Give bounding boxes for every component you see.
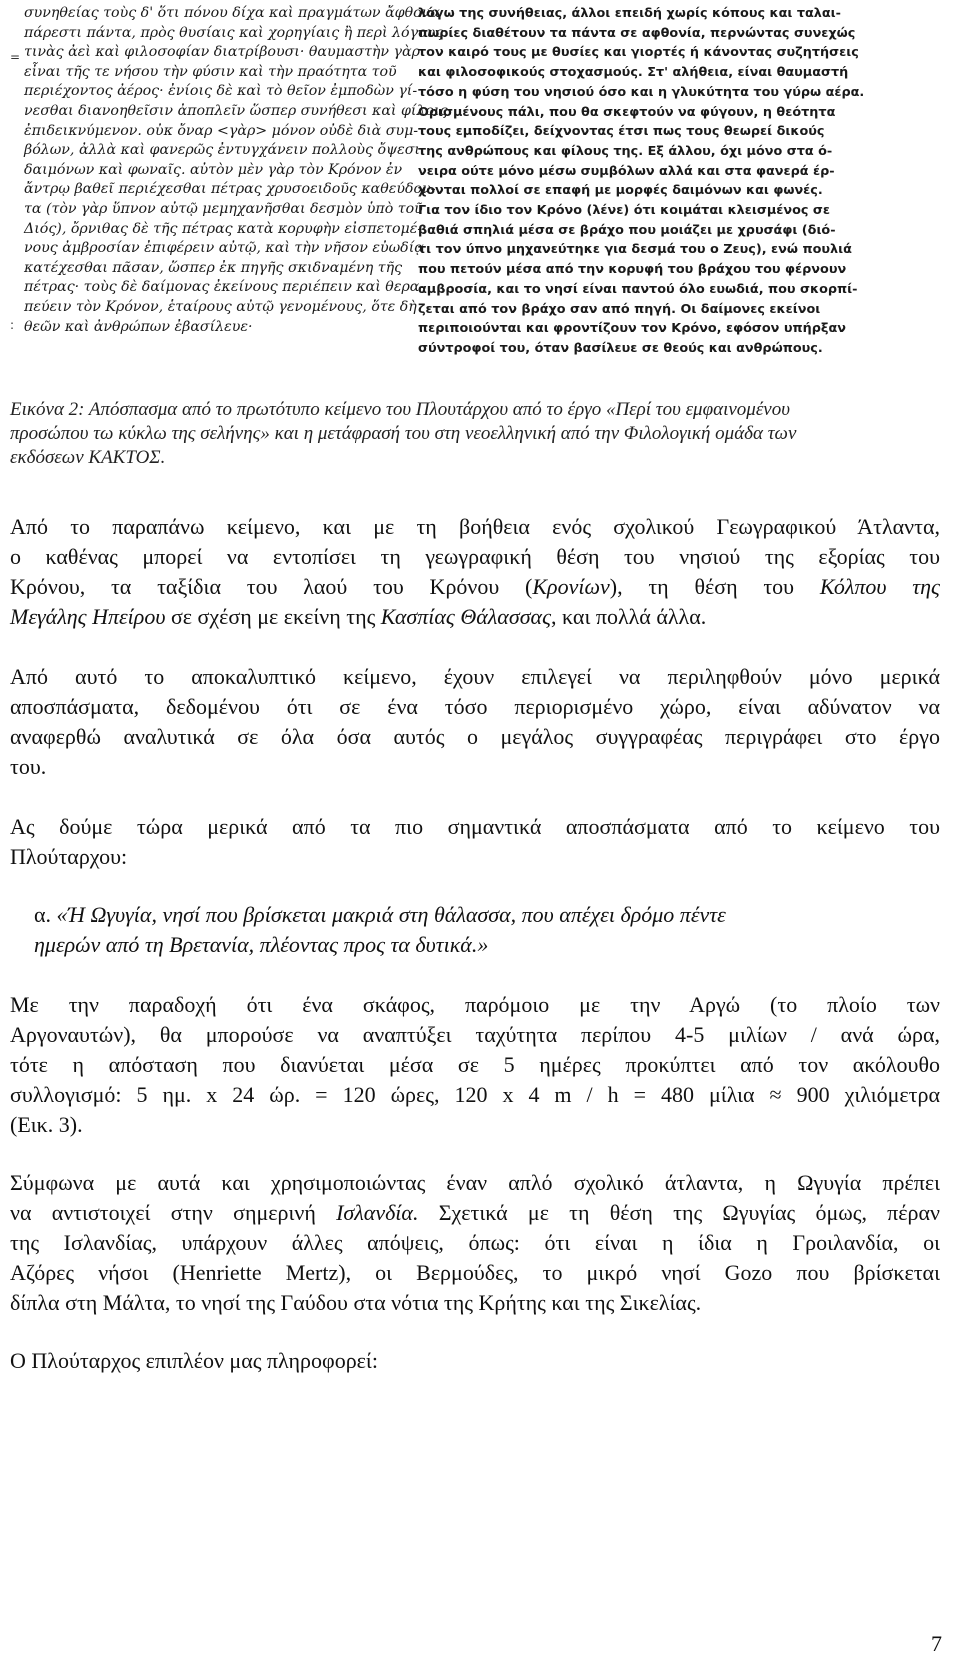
paragraph-line: Κρόνου, τα ταξίδια του λαού του Κρόνου (Κρονίων), τη θέση του Κόλπου της bbox=[10, 574, 940, 599]
paragraph-line: Πλούταρχου: bbox=[10, 844, 128, 869]
scan-text-line: και φιλοσοφικούς στοχασμούς. Στ' αλήθεια, είναι θαυμαστή bbox=[418, 65, 849, 81]
scan-text-line: βόλων, ἀλλὰ καὶ φανερῶς ἐντυγχάνειν πολλοὺς ὄψεσι bbox=[24, 142, 420, 159]
kronioi-term: Κρονίων bbox=[532, 574, 610, 599]
paragraph-plutarch-informs bbox=[10, 1346, 940, 1376]
paragraph-line: συλλογισμό: 5 ημ. x 24 ώρ. = 120 ώρες, 120 x 4 m / h = 480 μίλια ≈ 900 χιλιόμετρα bbox=[10, 1082, 940, 1107]
caption-line: εκδόσεων ΚΑΚΤΟΣ. bbox=[10, 447, 166, 468]
ancient-greek-original-column bbox=[24, 4, 448, 337]
paragraph-excerpts bbox=[10, 662, 940, 782]
scan-text-line: εἶναι τῆς τε νήσου τὴν φύσιν καὶ τὴν πραότητα τοῦ bbox=[24, 63, 397, 80]
caption-line: Εικόνα 2: Απόσπασμα από το πρωτότυπο κείμενο του Πλουτάρχου από το έργο «Περί του εμφαινομένου bbox=[10, 399, 790, 420]
paragraph-intro-excerpts bbox=[10, 812, 940, 872]
paragraph-line: να αντιστοιχεί στην σημερινή Ισλανδία. Σχετικά με τη θέση της Ωγυγίας όμως, πέραν bbox=[10, 1200, 940, 1225]
scanned-excerpt-image bbox=[10, 0, 865, 372]
paragraph-line: Ας δούμε τώρα μερικά από τα πιο σημαντικά αποσπάσματα από το κείμενο του bbox=[10, 814, 940, 839]
scan-text-line: τινὰς ἀεὶ καὶ φιλοσοφίαν διατρίβουσι· θαυμαστὴν γὰρ bbox=[24, 44, 420, 61]
modern-greek-translation-column bbox=[418, 4, 865, 359]
caspian-term: Κασπίας Θάλασσας bbox=[380, 604, 552, 629]
scan-text-line: λόγω της συνήθειας, άλλοι επειδή χωρίς κόπους και ταλαι- bbox=[418, 6, 841, 21]
scan-text-line: αμβροσία, και το νησί είναι παντού όλο ευωδιά, που σκορπί- bbox=[418, 281, 858, 297]
caption-line: προσώπου τω κύκλω της σελήνης» και η μετάφρασή του στη νεοελληνική από την Φιλολογική ομάδα των bbox=[10, 423, 797, 444]
paragraph-line: αναφερθώ αναλυτικά σε όλα όσα αυτός ο μεγάλος συγγραφέας περιγράφει στο έργο bbox=[10, 724, 940, 749]
scan-text-line: πάρεστι πάντα, πρὸς θυσίαις καὶ χορηγίαις ἢ περὶ λόγους bbox=[24, 24, 444, 41]
paragraph-line: Μεγάλης Ηπείρου σε σχέση με εκείνη της Κασπίας Θάλασσας, και πολλά άλλα. bbox=[10, 604, 707, 629]
paragraph-line: ο καθένας μπορεί να εντοπίσει τη γεωγραφική θέση του νησιού της εξορίας του bbox=[10, 544, 940, 569]
paragraph-line: Σύμφωνα με αυτά και χρησιμοποιώντας έναν απλό σχολικό άτλαντα, η Ωγυγία πρέπει bbox=[10, 1170, 940, 1195]
quote-line: α. «Ή Ωγυγία, νησί που βρίσκεται μακριά στη θάλασσα, που απέχει δρόμο πέντε bbox=[34, 902, 726, 927]
paragraph-line: (Εικ. 3). bbox=[10, 1112, 83, 1137]
list-marker: α. bbox=[34, 902, 57, 927]
scan-text-line: νειρα ούτε μόνο μέσω συμβόλων αλλά και στα φανερά έρ- bbox=[418, 163, 835, 179]
scan-text-line: ἐπιδεικνύμενον. οὐκ ὄναρ <γὰρ> μόνον οὐδὲ διὰ συμ- bbox=[24, 122, 419, 139]
scan-text-line: Για τον ίδιο τον Κρόνο (λένε) ότι κοιμάται κλεισμένος σε bbox=[418, 203, 831, 219]
scan-text-line: ζεται από τον βράχο σαν από πηγή. Οι δαίμονες εκείνοι bbox=[418, 301, 821, 317]
scan-text-line: κατέχεσθαι πᾶσαν, ὥσπερ ἐκ πηγῆς σκιδναμένη τῆς bbox=[24, 259, 403, 276]
scan-text-line: τον καιρό τους με θυσίες και γιορτές ή κάνοντας συζητήσεις bbox=[418, 45, 859, 61]
paragraph-line: Αργοναυτών), θα μπορούσε να αναπτύξει ταχύτητα περίπου 4-5 μιλίων / ανά ώρα, bbox=[10, 1022, 940, 1047]
scan-text-line: πεύειν τὸν Κρόνον, ἑταίρους αὐτῷ γενομένους, ὅτε δὴ bbox=[24, 298, 417, 315]
paragraph-line: της Ισλανδίας, υπάρχουν άλλες απόψεις, όπως: ότι είναι η ίδια η Γροιλανδία, οι bbox=[10, 1230, 940, 1255]
paragraph-line: Αζόρες νήσοι (Henriette Mertz), οι Βερμούδες, το μικρό νησί Gozo που βρίσκεται bbox=[10, 1260, 940, 1285]
iceland-term: Ισλανδία. bbox=[336, 1200, 419, 1225]
scan-text-line: θεῶν καὶ ἀνθρώπων ἐβασίλευε· bbox=[24, 318, 253, 335]
quote-ogygia bbox=[34, 900, 914, 960]
paragraph-line: τότε η απόσταση που διανύεται μέσα σε 5 ημέρες προκύπτει από τον ακόλουθο bbox=[10, 1052, 940, 1077]
scan-text-line: που πετούν μέσα από την κορυφή του βράχου του φέρνουν bbox=[418, 262, 847, 278]
paragraph-line: Από το παραπάνω κείμενο, και με τη βοήθεια ενός σχολικού Γεωγραφικού Άτλαντα, bbox=[10, 514, 940, 539]
scan-text-line: χονται πολλοί σε επαφή με μορφές δαιμόνων και φωνές. bbox=[418, 183, 823, 199]
paragraph-distance-calc bbox=[10, 990, 940, 1140]
scan-text-line: περιποιούνται και φροντίζουν τον Κρόνο, εφόσον υπήρξαν bbox=[418, 321, 846, 337]
scan-text-line: βαθιά σπηλιά μέσα σε βράχο που μοιάζει με χρυσάφι (διό- bbox=[418, 222, 836, 238]
scan-text-line: τι τον ύπνο μηχανεύτηκε για δεσμά του ο Ζευς), ενώ πουλιά bbox=[418, 242, 852, 258]
scan-text-line: περιέχοντος ἀέρος· ἐνίοις δὲ καὶ τὸ θεῖον ἐμποδὼν γί- bbox=[24, 83, 418, 100]
scan-text-line: της ανθρώπους και φίλους της. Εξ άλλου, όχι μόνο στα ό- bbox=[418, 143, 833, 159]
paragraph-atlas bbox=[10, 512, 940, 632]
paragraph-line: αποσπάσματα, δεδομένου ότι σε ένα τόσο περιορισμένο χώρο, είναι αδύνατον να bbox=[10, 694, 940, 719]
margin-mark: : bbox=[10, 318, 15, 332]
scan-text-line: πωρίες διαθέτουν τα πάντα σε αφθονία, περνώντας συνεχώς bbox=[418, 25, 856, 41]
gulf-term: Κόλπου της bbox=[819, 574, 940, 599]
page-number: 7 bbox=[931, 1631, 942, 1656]
paragraph-line: Με την παραδοχή ότι ένα σκάφος, παρόμοιο με την Αργώ (το πλοίο των bbox=[10, 992, 940, 1017]
scan-text-line: ἄντρῳ βαθεῖ περιέχεσθαι πέτρας χρυσοειδοῦς καθεύδον- bbox=[24, 181, 436, 198]
scan-text-line: τα (τὸν γὰρ ὕπνον αὐτῷ μεμηχανῆσθαι δεσμὸν ὑπὸ τοῦ bbox=[24, 200, 423, 217]
scan-text-line: πέτρας· τοὺς δὲ δαίμονας ἐκείνους περιέπειν καὶ θερα- bbox=[24, 279, 425, 296]
paragraph-line: του. bbox=[10, 754, 47, 779]
scan-text-line: νεσθαι διανοηθεῖσιν ἀποπλεῖν ὥσπερ συνήθεσι καὶ φίλοις bbox=[24, 102, 448, 119]
paragraph-line: δίπλα στη Μάλτα, το νησί της Γαύδου στα νότια της Κρήτης και της Σικελίας. bbox=[10, 1290, 702, 1315]
scan-text-line: συνηθείας τοὺς δ' ὅτι πόνου δίχα καὶ πραγμάτων ἄφθονα bbox=[24, 5, 440, 21]
scan-text-line: τόσο η φύση του νησιού όσο και η γλυκύτητα του γύρω αέρα. bbox=[418, 84, 865, 100]
scan-text-line: Διός), ὄρνιθας δὲ τῆς πέτρας κατὰ κορυφὴν εἰσπετομέ- bbox=[24, 220, 423, 237]
quote-line: ημερών από τη Βρετανία, πλέοντας προς τα δυτικά.» bbox=[34, 932, 489, 957]
paragraph-line: Ο Πλούταρχος επιπλέον μας πληροφορεί: bbox=[10, 1348, 378, 1373]
margin-mark: = bbox=[10, 50, 21, 64]
continent-term: Μεγάλης Ηπείρου bbox=[10, 604, 166, 629]
scan-text-line: νους ἀμβροσίαν ἐπιφέρειν αὐτῷ, καὶ τὴν νῆσον εὐωδίᾳ bbox=[24, 240, 424, 257]
paragraph-line: Από αυτό το αποκαλυπτικό κείμενο, έχουν επιλεγεί να περιληφθούν μόνο μερικά bbox=[10, 664, 940, 689]
scan-text-line: Ορισμένους πάλι, που θα σκεφτούν να φύγουν, η θεότητα bbox=[418, 104, 836, 120]
scan-text-line: σύντροφοί του, όταν βασίλευε σε θεούς και ανθρώπους. bbox=[418, 340, 823, 356]
scan-text-line: τους εμποδίζει, δείχνοντας έτσι πως τους θεωρεί δικούς bbox=[418, 124, 825, 140]
paragraph-ogygia-location bbox=[10, 1168, 940, 1318]
figure-caption bbox=[10, 398, 940, 470]
scan-text-line: δαιμόνων καὶ φωναῖς. αὐτὸν μὲν γὰρ τὸν Κρόνον ἐν bbox=[24, 161, 403, 178]
